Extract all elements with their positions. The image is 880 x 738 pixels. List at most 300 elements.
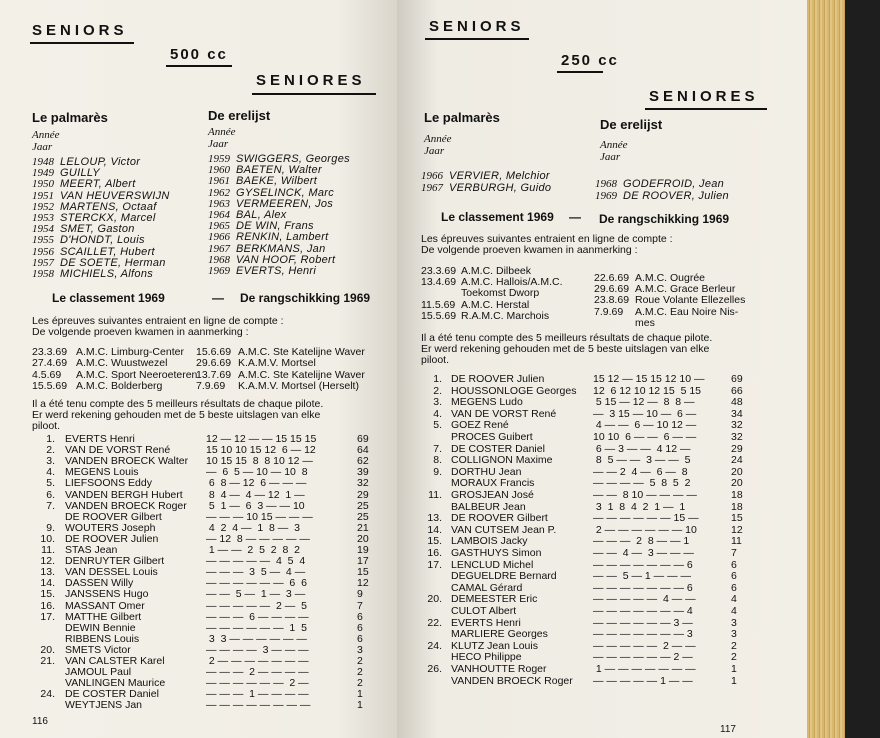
- result-points: — — 5 — 1 — 3 —: [206, 588, 306, 601]
- result-position: 21.: [40, 655, 55, 667]
- note-nl-2: piloot.: [421, 354, 450, 366]
- result-total: 24: [731, 454, 743, 467]
- result-name: DE ROOVER Julien: [451, 373, 545, 385]
- result-points: 12 6 12 10 12 15 5 15: [593, 384, 702, 397]
- result-name: GOEZ René: [451, 419, 509, 432]
- result-total: 20: [731, 465, 743, 478]
- seniores-underline: [645, 108, 767, 110]
- palmares-fr: Le palmarès: [424, 110, 500, 125]
- palmares-row: [208, 209, 287, 221]
- event-date: 23.8.69: [594, 294, 630, 307]
- palmares-name: BERKMANS, Jan: [236, 242, 326, 255]
- result-name: VANDEN BROECK Roger: [451, 674, 573, 687]
- palmares-row: [32, 223, 135, 235]
- result-name: EVERTS Henri: [451, 616, 521, 629]
- result-points: — — — — — 4 5 4: [206, 555, 306, 568]
- result-total: 29: [731, 442, 743, 455]
- event-date: 15.5.69: [32, 379, 68, 392]
- palmares-row: [421, 170, 550, 182]
- result-name: DEMEESTER Eric: [451, 593, 538, 606]
- result-position: 20.: [427, 593, 442, 606]
- result-position: 5.: [433, 419, 442, 432]
- palmares-name: DE SOETE, Herman: [60, 256, 166, 269]
- result-name: VAN CUTSEM Jean P.: [451, 523, 557, 536]
- jaar-label: Jaar: [32, 141, 53, 153]
- result-total: 3: [731, 616, 737, 629]
- result-points: 10 10 6 — — 6 — —: [593, 431, 697, 443]
- header-underline: [30, 42, 134, 44]
- result-points: — 3 15 — 10 — 6 —: [593, 407, 697, 420]
- palmares-name: VAN HOOF, Robert: [236, 253, 336, 266]
- event-club: A.M.C. Hallois/A.M.C.: [461, 276, 563, 289]
- note-fr: Il a été tenu compte des 5 meilleurs résultats de chaque pilote.: [32, 398, 324, 410]
- event-club: Roue Volante Ellezelles: [635, 294, 746, 307]
- result-total: 11: [731, 535, 742, 548]
- note-nl-2: piloot.: [32, 420, 61, 432]
- palmares-name: BAEKE, Wilbert: [236, 175, 318, 188]
- result-name: VANDEN BROECK Roger: [65, 499, 187, 512]
- result-name: COLLIGNON Maxime: [451, 454, 553, 467]
- result-points: 8 4 — 4 — 12 1 —: [206, 488, 305, 501]
- palmares-name: SMET, Gaston: [60, 223, 135, 236]
- event-date: 27.4.69: [32, 357, 68, 370]
- result-name: DE ROOVER Gilbert: [65, 510, 162, 523]
- palmares-name: RENKIN, Lambert: [236, 231, 329, 244]
- result-position: 7.: [433, 442, 442, 455]
- palmares-year: 1966: [421, 170, 443, 182]
- result-total: 1: [731, 663, 737, 675]
- result-points: — — — — — — 1 5: [206, 621, 307, 634]
- result-points: — — — — — — 15 —: [593, 512, 699, 525]
- result-points: — — — 3 5 — 4 —: [206, 566, 306, 579]
- result-name: MARLIERE Georges: [451, 628, 548, 641]
- palmares-name: DE WIN, Frans: [236, 220, 314, 233]
- palmares-row: [32, 268, 153, 280]
- palmares-name: VERBURGH, Guido: [449, 181, 552, 194]
- result-points: — — 8 10 — — — —: [593, 489, 697, 501]
- palmares-year: 1948: [32, 156, 54, 168]
- annee-label-2: Année: [600, 139, 628, 151]
- palmares-year: 1966: [208, 231, 230, 244]
- result-name: SMETS Victor: [65, 643, 131, 656]
- result-position: 16.: [40, 599, 55, 612]
- result-name: MATTHE Gilbert: [65, 610, 142, 623]
- palmares-row: [208, 254, 335, 266]
- page-number: 117: [720, 724, 736, 735]
- result-position: 9.: [433, 465, 442, 478]
- result-position: 12.: [40, 555, 55, 568]
- result-total: 25: [357, 499, 369, 512]
- result-position: 13.: [427, 512, 442, 525]
- result-position: 10.: [40, 532, 55, 545]
- result-position: 3.: [433, 396, 442, 409]
- result-points: — — — 10 15 — — —: [206, 510, 313, 523]
- palmares-name: D'HONDT, Louis: [60, 234, 145, 247]
- page-edges: [807, 0, 845, 738]
- palmares-row: [208, 198, 333, 210]
- result-points: 6 — 3 — — 4 12 —: [593, 442, 691, 455]
- event-date: 13.7.69: [196, 368, 232, 381]
- result-position: 13.: [40, 566, 55, 579]
- note-fr: Il a été tenu compte des 5 meilleurs résultats de chaque pilote.: [421, 332, 713, 344]
- result-name: RIBBENS Louis: [65, 632, 140, 645]
- palmares-row: [32, 167, 100, 179]
- palmares-name: MARTENS, Octaaf: [60, 200, 157, 213]
- result-total: 62: [357, 455, 369, 468]
- palmares-row: [32, 257, 166, 269]
- palmares-name: SWIGGERS, Georges: [236, 153, 350, 165]
- result-name: DE COSTER Daniel: [65, 688, 159, 701]
- result-points: — — 2 4 — 6 — 8: [593, 465, 688, 478]
- result-name: VANHOUTTE Roger: [451, 663, 547, 675]
- result-points: 8 5 — — 3 — — 5: [593, 454, 691, 467]
- result-position: 26.: [427, 663, 442, 675]
- classement-dash: —: [569, 210, 581, 224]
- palmares-year: 1958: [32, 268, 54, 280]
- palmares-nl: De erelijst: [600, 117, 663, 132]
- result-total: 69: [731, 373, 743, 385]
- result-points: — — — — — — — —: [206, 699, 311, 712]
- palmares-year: 1953: [32, 212, 54, 224]
- palmares-row: [421, 182, 551, 194]
- result-total: 32: [731, 431, 743, 443]
- note-nl: Er werd rekening gehouden met de 5 beste uitslagen van elke: [32, 409, 321, 421]
- palmares-year: 1962: [208, 186, 230, 199]
- palmares-year: 1956: [32, 245, 54, 258]
- event-club: K.A.M.V. Mortsel: [238, 357, 316, 370]
- background-edge: [845, 0, 880, 738]
- result-name: STAS Jean: [65, 544, 118, 556]
- event-club: A.M.C. Herstal: [461, 298, 530, 311]
- result-position: 9.: [46, 521, 55, 534]
- palmares-name: BAL, Alex: [236, 209, 287, 221]
- result-name: MASSANT Omer: [65, 599, 145, 612]
- result-position: 16.: [427, 547, 442, 559]
- result-position: 17.: [40, 610, 55, 623]
- palmares-year: 1952: [32, 200, 54, 213]
- result-position: 2.: [433, 384, 442, 397]
- result-name: DEWIN Bennie: [65, 621, 136, 634]
- result-name: GROSJEAN José: [451, 489, 534, 501]
- jaar-label: Jaar: [424, 145, 445, 157]
- result-points: 1 — — — — — — —: [593, 663, 696, 675]
- result-total: 18: [731, 489, 743, 501]
- result-name: LIEFSOONS Eddy: [65, 477, 152, 490]
- result-name: JANSSENS Hugo: [65, 588, 149, 601]
- result-total: 2: [357, 666, 363, 679]
- result-points: — — — 2 — — — —: [206, 666, 309, 679]
- jaar-label-2: Jaar: [208, 138, 229, 150]
- result-points: 5 1 — 6 3 — — 10: [206, 499, 305, 512]
- result-total: 21: [357, 521, 369, 534]
- result-name: KLUTZ Jean Louis: [451, 639, 538, 652]
- palmares-nl: De erelijst: [208, 108, 271, 123]
- event-club: Toekomst Dworp: [461, 287, 540, 300]
- palmares-name: VERMEEREN, Jos: [236, 197, 334, 210]
- result-name: GASTHUYS Simon: [451, 547, 542, 559]
- result-name: VAN DE VORST René: [65, 444, 171, 457]
- palmares-row: [32, 201, 157, 213]
- event-club: A.M.C. Bolderberg: [76, 379, 163, 392]
- palmares-year: 1960: [208, 164, 230, 177]
- result-points: 3 3 — — — — — —: [206, 632, 307, 645]
- result-total: 18: [731, 500, 743, 513]
- result-name: DEGUELDRE Bernard: [451, 570, 557, 583]
- result-points: — — — 6 — — — —: [206, 610, 309, 623]
- seniores-header: SENIORES: [649, 88, 759, 105]
- event-club: A.M.C. Wuustwezel: [76, 357, 168, 370]
- result-name: WEYTJENS Jan: [65, 699, 143, 712]
- palmares-name: MICHIELS, Alfons: [60, 268, 154, 280]
- result-points: — — — — — 2 — —: [593, 639, 696, 652]
- event-date: 13.4.69: [421, 276, 457, 289]
- result-total: 2: [731, 639, 737, 652]
- result-name: EVERTS Henri: [65, 433, 135, 445]
- result-points: 3 1 8 4 2 1 — 1: [593, 500, 686, 513]
- result-name: HECO Philippe: [451, 651, 522, 664]
- result-name: LAMBOIS Jacky: [451, 535, 528, 548]
- result-points: 2 — — — — — — —: [206, 655, 309, 667]
- result-points: — 12 8 — — — — —: [206, 532, 310, 545]
- class-underline: [166, 65, 232, 67]
- result-name: VAN DE VORST René: [451, 407, 557, 420]
- result-points: 4 2 4 — 1 8 — 3: [206, 521, 300, 534]
- event-date: 11.5.69: [421, 298, 456, 311]
- result-total: 29: [357, 488, 369, 501]
- result-points: — — — — — — 6 6: [206, 577, 307, 590]
- result-name: MEGENS Ludo: [451, 396, 523, 409]
- palmares-row: [32, 212, 156, 224]
- result-name: CULOT Albert: [451, 605, 517, 617]
- right-page: [397, 0, 807, 738]
- class-label: 500 cc: [170, 46, 228, 63]
- result-total: 17: [357, 555, 369, 568]
- result-position: 8.: [433, 454, 442, 467]
- palmares-name: BAETEN, Walter: [236, 164, 322, 177]
- result-points: 15 12 — 15 15 12 10 —: [593, 373, 705, 385]
- result-position: 11.: [41, 544, 55, 556]
- event-club: A.M.C. Dilbeek: [461, 265, 532, 277]
- palmares-row: [208, 265, 316, 277]
- palmares-name: VAN HEUVERSWIJN: [60, 189, 170, 202]
- palmares-year: 1967: [421, 181, 443, 194]
- result-position: 15.: [40, 588, 55, 601]
- result-points: — — — — — — 2 —: [206, 677, 309, 690]
- result-position: 17.: [427, 558, 442, 571]
- event-date: 22.6.69: [594, 272, 630, 284]
- result-name: VANDEN BERGH Hubert: [65, 488, 183, 501]
- result-position: 6.: [46, 488, 55, 501]
- annee-label: Année: [32, 129, 60, 141]
- palmares-row: [208, 164, 322, 176]
- result-total: 34: [731, 407, 743, 420]
- result-name: VAN DESSEL Louis: [65, 566, 158, 579]
- intro-fr: Les épreuves suivantes entraient en ligne de compte :: [421, 233, 673, 245]
- result-total: 39: [357, 466, 369, 479]
- event-club: K.A.M.V. Mortsel (Herselt): [238, 379, 359, 392]
- intro-nl: De volgende proeven kwamen in aanmerking :: [421, 244, 638, 256]
- result-points: 1 — — 2 5 2 8 2: [206, 544, 300, 556]
- result-total: 20: [357, 532, 369, 545]
- result-position: 1.: [46, 433, 55, 445]
- result-total: 9: [357, 588, 363, 601]
- event-date: 23.3.69: [421, 265, 457, 277]
- result-total: 15: [357, 566, 369, 579]
- palmares-name: GODEFROID, Jean: [623, 178, 725, 190]
- result-points: — — — 1 — — — —: [206, 688, 309, 701]
- result-points: — — — — — 1 — —: [593, 674, 693, 687]
- classement-fr: Le classement 1969: [441, 210, 554, 224]
- result-total: 1: [731, 674, 737, 687]
- result-total: 6: [357, 632, 363, 645]
- palmares-name: DE ROOVER, Julien: [623, 189, 729, 202]
- result-total: 15: [731, 512, 743, 525]
- palmares-year: 1969: [595, 189, 617, 202]
- palmares-row: [208, 243, 325, 255]
- result-position: 20.: [40, 643, 55, 656]
- result-points: — 6 5 — 10 — 10 8: [206, 466, 308, 479]
- event-club: A.M.C. Eau Noire Nis-: [635, 305, 739, 318]
- result-points: — — — — — — — 6: [593, 581, 693, 594]
- result-name: DE ROOVER Julien: [65, 532, 159, 545]
- result-name: HOUSSONLOGE Georges: [451, 384, 577, 397]
- result-total: 7: [731, 547, 737, 559]
- palmares-year: 1964: [208, 209, 230, 221]
- annee-label-2: Année: [208, 126, 236, 138]
- result-name: DORTHU Jean: [451, 465, 522, 478]
- result-points: — — — — 5 8 5 2: [593, 477, 691, 490]
- result-points: 10 15 15 8 8 10 12 —: [206, 455, 313, 468]
- result-position: 1.: [433, 373, 442, 385]
- result-name: DENRUYTER Gilbert: [65, 555, 165, 568]
- result-total: 48: [731, 396, 743, 409]
- result-name: DASSEN Willy: [65, 577, 134, 590]
- result-position: 14.: [427, 523, 442, 536]
- result-name: JAMOUL Paul: [65, 666, 132, 679]
- result-total: 12: [731, 523, 743, 536]
- left-page: [0, 0, 397, 738]
- palmares-year: 1949: [32, 167, 54, 180]
- palmares-year: 1950: [32, 178, 54, 191]
- palmares-year: 1954: [32, 223, 54, 236]
- palmares-fr: Le palmarès: [32, 110, 108, 125]
- event-club: R.A.M.C. Marchois: [461, 309, 550, 322]
- classement-nl: De rangschikking 1969: [240, 291, 371, 305]
- palmares-row: [208, 187, 334, 199]
- jaar-label-2: Jaar: [600, 151, 621, 163]
- result-total: 66: [731, 384, 743, 397]
- palmares-row: [208, 153, 350, 165]
- result-name: DE COSTER Daniel: [451, 442, 545, 455]
- result-total: 7: [357, 599, 363, 612]
- page-number: 116: [32, 716, 48, 727]
- palmares-row: [32, 234, 145, 246]
- event-date: 15.6.69: [196, 346, 232, 358]
- result-position: 15.: [427, 535, 442, 548]
- result-total: 25: [357, 510, 369, 523]
- result-name: BALBEUR Jean: [451, 500, 526, 513]
- palmares-row: [32, 246, 155, 258]
- palmares-row: [32, 156, 140, 168]
- result-total: 69: [357, 433, 369, 445]
- class-label: 250 cc: [561, 52, 619, 69]
- result-total: 1: [357, 688, 363, 701]
- event-date: 4.5.69: [32, 368, 62, 381]
- result-total: 19: [357, 544, 369, 556]
- result-points: 4 — — 6 — 10 12 —: [593, 419, 697, 432]
- result-total: 6: [731, 581, 737, 594]
- result-position: 24.: [40, 688, 55, 701]
- palmares-year: 1968: [208, 253, 230, 266]
- classement-nl: De rangschikking 1969: [599, 212, 730, 226]
- note-nl: Er werd rekening gehouden met de 5 beste uitslagen van elke: [421, 343, 710, 355]
- event-club: A.M.C. Ste Katelijne Waver: [238, 346, 365, 358]
- result-total: 2: [731, 651, 737, 664]
- seniors-header: SENIORS: [429, 18, 525, 35]
- event-date: 7.9.69: [196, 379, 226, 392]
- result-total: 6: [731, 570, 737, 583]
- result-points: — — — — — 2 — 5: [206, 599, 307, 612]
- result-total: 4: [731, 593, 737, 606]
- intro-nl: De volgende proeven kwamen in aanmerking :: [32, 326, 249, 338]
- palmares-name: GUILLY: [60, 167, 100, 180]
- result-points: — — — — 3 — — —: [206, 643, 309, 656]
- result-name: VANLINGEN Maurice: [65, 677, 166, 690]
- event-club: A.M.C. Ste Katelijne Waver: [238, 368, 365, 381]
- event-date: 15.5.69: [421, 309, 457, 322]
- result-points: 6 8 — 12 6 — — —: [206, 477, 307, 490]
- result-points: — — — — — 4 — —: [593, 593, 696, 606]
- palmares-year: 1959: [208, 153, 230, 165]
- palmares-name: STERCKX, Marcel: [60, 212, 156, 224]
- result-position: 22.: [427, 616, 442, 629]
- result-points: — — — — — — — 3: [593, 628, 693, 641]
- event-date: 29.6.69: [594, 283, 630, 296]
- result-name: LENCLUD Michel: [451, 558, 534, 571]
- result-total: 3: [357, 643, 363, 656]
- palmares-row: [32, 178, 136, 190]
- event-date: 7.9.69: [594, 305, 624, 318]
- palmares-name: MEERT, Albert: [60, 178, 136, 191]
- result-total: 6: [357, 621, 363, 634]
- result-total: 6: [731, 558, 737, 571]
- result-position: 7.: [46, 499, 55, 512]
- result-total: 6: [357, 610, 363, 623]
- result-name: CAMAL Gérard: [451, 581, 523, 594]
- palmares-row: [208, 220, 314, 232]
- event-date: 29.6.69: [196, 357, 232, 370]
- result-total: 2: [357, 655, 363, 667]
- event-date: 23.3.69: [32, 346, 68, 358]
- result-position: 24.: [427, 639, 442, 652]
- result-name: DE ROOVER Gilbert: [451, 512, 548, 525]
- palmares-year: 1969: [208, 265, 230, 277]
- event-club: A.M.C. Limburg-Center: [76, 346, 184, 358]
- result-position: 3.: [46, 455, 55, 468]
- result-points: 15 10 10 15 12 6 — 12: [206, 444, 316, 457]
- palmares-year: 1967: [208, 242, 230, 255]
- result-points: — — — — — — 2 —: [593, 651, 693, 664]
- result-points: — — 5 — 1 — — —: [593, 570, 692, 583]
- result-total: 2: [357, 677, 363, 690]
- result-total: 4: [731, 605, 737, 617]
- header-underline: [425, 38, 529, 40]
- result-points: — — — — — — 3 —: [593, 616, 693, 629]
- classement-dash: —: [212, 291, 224, 305]
- result-total: 64: [357, 444, 369, 457]
- seniores-header: SENIORES: [256, 72, 366, 89]
- result-points: 2 — — — — — — 10: [593, 523, 697, 536]
